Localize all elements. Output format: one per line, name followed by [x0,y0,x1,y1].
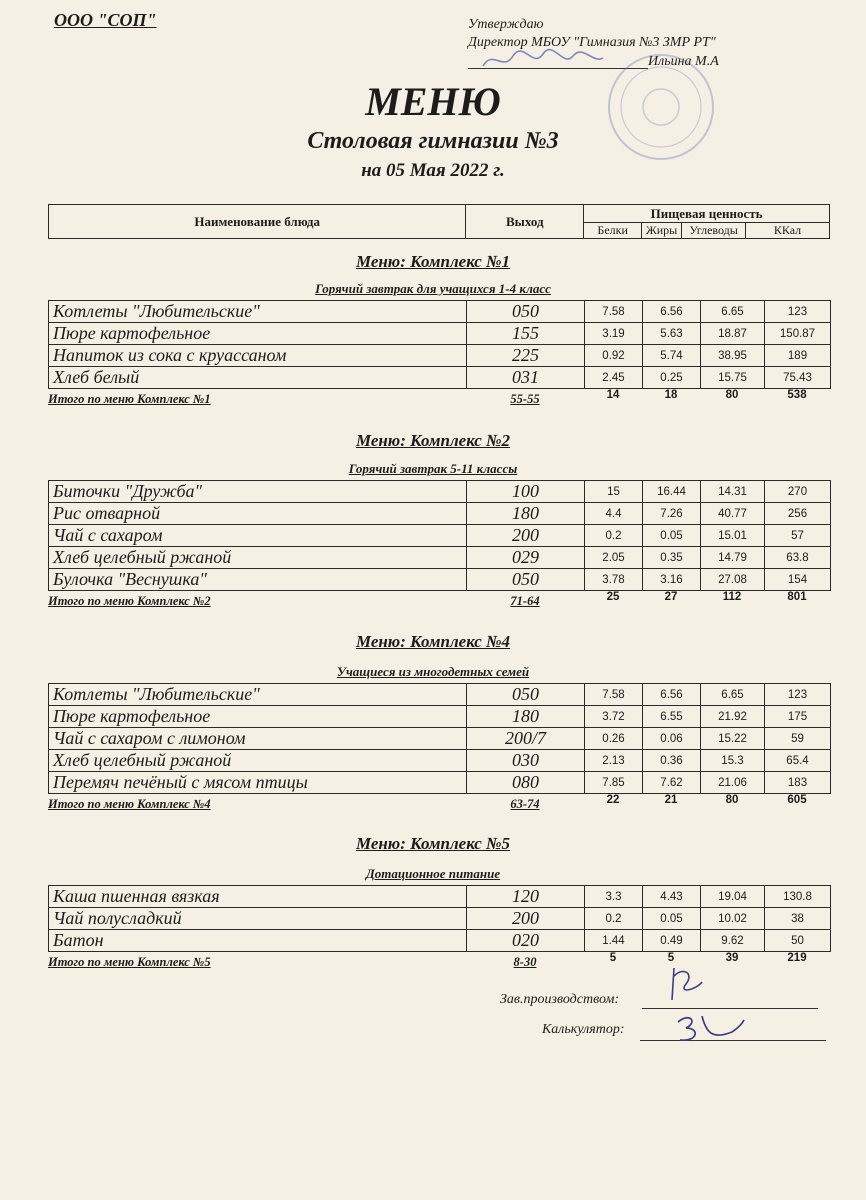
total-protein: 5 [609,952,617,964]
dish-kcal: 65.4 [765,750,831,772]
dish-protein: 2.05 [585,547,643,569]
dish-protein: 2.13 [585,750,643,772]
dish-fat: 3.16 [643,569,701,591]
dish-carbs: 27.08 [701,569,765,591]
total-label: Итого по меню Комплекс №5 [48,955,211,969]
dish-name: Котлеты "Любительские" [49,301,467,323]
dish-kcal: 38 [765,908,831,930]
table-row [49,930,831,952]
section-title: Меню: Комплекс №2 [355,431,511,450]
dish-kcal: 123 [765,684,831,706]
section-subtitle: Дотационное питание [365,866,501,881]
dish-carbs: 21.92 [701,706,765,728]
dish-output: 050 [467,684,585,706]
dish-name: Биточки "Дружба" [49,481,467,503]
menu-table [48,683,831,794]
dish-kcal: 63.8 [765,547,831,569]
dish-name: Напиток из сока с круассаном [49,345,467,367]
dish-name: Батон [49,930,467,952]
table-row [49,706,831,728]
dish-fat: 7.62 [643,772,701,794]
table-row [49,547,831,569]
dish-fat: 6.55 [643,706,701,728]
dish-protein: 3.78 [585,569,643,591]
total-row [48,952,830,973]
dish-name: Чай с сахаром [49,525,467,547]
total-output: 8-30 [513,955,537,969]
table-row [49,345,831,367]
total-output: 55-55 [510,392,540,406]
section-title: Меню: Комплекс №1 [355,252,511,271]
dish-protein: 2.45 [585,367,643,389]
dish-fat: 0.05 [643,525,701,547]
total-output: 71-64 [510,594,540,608]
dish-kcal: 123 [765,301,831,323]
dish-name: Булочка "Веснушка" [49,569,467,591]
total-carbs: 39 [725,952,739,964]
dish-fat: 0.36 [643,750,701,772]
dish-carbs: 14.79 [701,547,765,569]
dish-carbs: 15.01 [701,525,765,547]
dish-output: 100 [467,481,585,503]
total-label: Итого по меню Комплекс №1 [48,392,211,406]
header-nutrition: Пищевая ценность [584,205,830,223]
approval-block [468,16,768,86]
dish-output: 200 [467,908,585,930]
dish-output: 155 [467,323,585,345]
total-row [48,591,830,612]
dish-protein: 7.58 [585,301,643,323]
table-row [49,728,831,750]
dish-fat: 16.44 [643,481,701,503]
total-kcal: 538 [787,389,807,401]
dish-name: Чай полусладкий [49,908,467,930]
dish-carbs: 15.3 [701,750,765,772]
total-protein: 14 [606,389,620,401]
dish-output: 200/7 [467,728,585,750]
page-title: МЕНЮ [365,79,501,124]
table-row [49,481,831,503]
page-subtitle: Столовая гимназии №3 [307,128,559,154]
dish-kcal: 256 [765,503,831,525]
table-row [49,684,831,706]
calculator-label: Калькулятор: [542,1022,625,1037]
approval-name: Ильина М.А [648,54,719,69]
company-name: ООО "СОП" [54,10,157,30]
approval-line2: Директор МБОУ "Гимназия №3 ЗМР РТ" [468,35,716,50]
dish-name: Рис отварной [49,503,467,525]
dish-name: Хлеб белый [49,367,467,389]
dish-carbs: 9.62 [701,930,765,952]
dish-fat: 6.56 [643,301,701,323]
menu-table [48,480,831,591]
dish-carbs: 38.95 [701,345,765,367]
dish-fat: 0.25 [643,367,701,389]
dish-protein: 0.2 [585,908,643,930]
dish-fat: 0.35 [643,547,701,569]
dish-carbs: 15.22 [701,728,765,750]
dish-fat: 5.63 [643,323,701,345]
dish-kcal: 270 [765,481,831,503]
dish-protein: 0.2 [585,525,643,547]
total-carbs: 112 [722,591,742,603]
dish-output: 180 [467,503,585,525]
dish-output: 200 [467,525,585,547]
header-carbs: Углеводы [682,223,746,239]
menu-date: на 05 Мая 2022 г. [361,160,505,181]
total-carbs: 80 [725,389,739,401]
dish-carbs: 10.02 [701,908,765,930]
dish-name: Котлеты "Любительские" [49,684,467,706]
dish-output: 080 [467,772,585,794]
dish-fat: 6.56 [643,684,701,706]
total-fat: 27 [664,591,678,603]
dish-output: 030 [467,750,585,772]
dish-output: 050 [467,569,585,591]
dish-carbs: 14.31 [701,481,765,503]
dish-name: Каша пшенная вязкая [49,886,467,908]
dish-carbs: 40.77 [701,503,765,525]
dish-fat: 4.43 [643,886,701,908]
dish-name: Пюре картофельное [49,706,467,728]
dish-name: Хлеб целебный ржаной [49,547,467,569]
dish-carbs: 6.65 [701,684,765,706]
total-kcal: 605 [787,794,807,806]
total-kcal: 801 [787,591,807,603]
dish-kcal: 130.8 [765,886,831,908]
table-row [49,525,831,547]
section-subtitle: Горячий завтрак 5-11 классы [348,461,518,476]
dish-kcal: 57 [765,525,831,547]
total-protein: 22 [606,794,620,806]
dish-kcal: 175 [765,706,831,728]
dish-output: 120 [467,886,585,908]
dish-carbs: 18.87 [701,323,765,345]
table-row [49,750,831,772]
table-row [49,367,831,389]
total-fat: 5 [667,952,675,964]
total-row [48,794,830,815]
dish-fat: 0.05 [643,908,701,930]
production-label: Зав.производством: [500,992,620,1007]
dish-protein: 4.4 [585,503,643,525]
header-protein: Белки [584,223,642,239]
column-header [48,204,830,239]
dish-fat: 7.26 [643,503,701,525]
dish-carbs: 21.06 [701,772,765,794]
section-title: Меню: Комплекс №4 [355,632,511,651]
table-row [49,569,831,591]
dish-protein: 7.58 [585,684,643,706]
table-row [49,772,831,794]
dish-name: Пюре картофельное [49,323,467,345]
header-kcal: ККал [746,223,830,239]
total-fat: 21 [664,794,678,806]
table-row [49,886,831,908]
section-subtitle: Горячий завтрак для учащихся 1-4 класс [315,281,551,296]
total-protein: 25 [606,591,620,603]
dish-carbs: 19.04 [701,886,765,908]
dish-protein: 7.85 [585,772,643,794]
dish-protein: 0.26 [585,728,643,750]
dish-kcal: 50 [765,930,831,952]
dish-kcal: 59 [765,728,831,750]
dish-kcal: 183 [765,772,831,794]
dish-kcal: 189 [765,345,831,367]
dish-kcal: 150.87 [765,323,831,345]
section-subtitle: Учащиеся из многодетных семей [336,664,530,679]
total-label: Итого по меню Комплекс №2 [48,594,211,608]
dish-protein: 0.92 [585,345,643,367]
production-signature [660,960,710,1008]
dish-protein: 3.19 [585,323,643,345]
table-row [49,503,831,525]
total-carbs: 80 [725,794,739,806]
total-label: Итого по меню Комплекс №4 [48,797,211,811]
dish-output: 050 [467,301,585,323]
dish-carbs: 15.75 [701,367,765,389]
total-fat: 18 [664,389,678,401]
dish-fat: 0.49 [643,930,701,952]
approval-line1: Утверждаю [468,17,544,32]
section-title: Меню: Комплекс №5 [355,834,511,853]
dish-fat: 5.74 [643,345,701,367]
dish-protein: 15 [585,481,643,503]
dish-output: 031 [467,367,585,389]
menu-table [48,300,831,389]
table-row [49,301,831,323]
dish-name: Чай с сахаром с лимоном [49,728,467,750]
calculator-signature [672,1004,752,1048]
dish-name: Хлеб целебный ржаной [49,750,467,772]
dish-kcal: 154 [765,569,831,591]
dish-output: 020 [467,930,585,952]
dish-kcal: 75.43 [765,367,831,389]
dish-fat: 0.06 [643,728,701,750]
dish-name: Перемяч печёный с мясом птицы [49,772,467,794]
dish-protein: 1.44 [585,930,643,952]
dish-carbs: 6.65 [701,301,765,323]
menu-table [48,885,831,952]
total-output: 63-74 [510,797,540,811]
header-name: Наименование блюда [49,205,466,239]
dish-output: 225 [467,345,585,367]
dish-output: 180 [467,706,585,728]
total-kcal: 219 [787,952,807,964]
table-row [49,908,831,930]
total-row [48,389,830,410]
dish-output: 029 [467,547,585,569]
dish-protein: 3.72 [585,706,643,728]
table-row [49,323,831,345]
header-output: Выход [466,205,584,239]
dish-protein: 3.3 [585,886,643,908]
header-fat: Жиры [642,223,682,239]
